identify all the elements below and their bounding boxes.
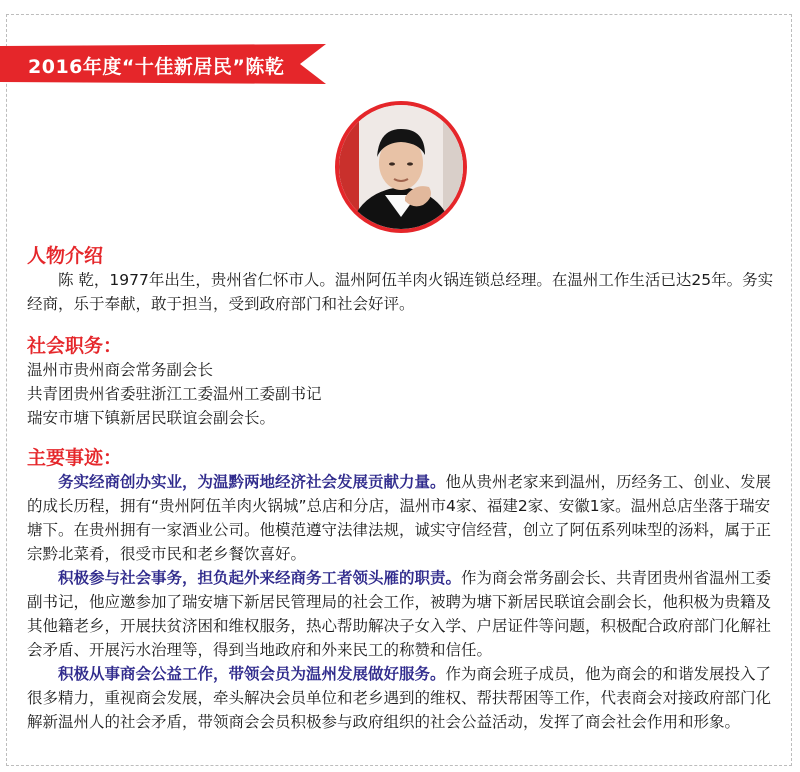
person-portrait-icon <box>339 105 463 229</box>
deed-body: 作为商会常务副会长、共青团贵州省温州工委副书记，他应邀参加了瑞安塘下新居民管理局的社会工作，被聘为塘下新居民联谊会副会长，他积极为贵籍及其他籍老乡，开展扶贫济困和维权服务，热心帮助解决子女入学、户居证件等问题，积极配合政府部门化解社会矛盾、开展污水治理等，得到当地政府和外来民工的称赞和信任。 <box>27 569 772 659</box>
profile-content <box>27 244 775 734</box>
deed-paragraph <box>27 566 775 662</box>
banner-title: 2016年度“十佳新居民”陈乾 <box>28 56 285 78</box>
deed-body: 作为商会班子成员，他为商会的和谐发展投入了很多精力，重视商会发展，牵头解决会员单位和老乡遇到的维权、帮扶帮困等工作，代表商会对接政府部门化解新温州人的社会矛盾，带领商会会员积极参与政府组织的社会公益活动，发挥了商会社会作用和形象。 <box>27 665 772 731</box>
title-banner <box>0 44 326 84</box>
portrait-photo <box>335 101 467 233</box>
intro-text: 陈 乾，1977年出生，贵州省仁怀市人。温州阿伍羊肉火锅连锁总经理。在温州工作生活已达25年。务实经商，乐于奉献，敢于担当，受到政府部门和社会好评。 <box>27 271 774 313</box>
deed-paragraph <box>27 470 775 566</box>
intro-heading: 人物介绍 <box>27 245 104 267</box>
role-item: 温州市贵州商会常务副会长 <box>27 361 214 379</box>
deeds-heading: 主要事迹： <box>27 447 123 469</box>
deed-highlight: 积极参与社会事务，担负起外来经商务工者领头雁的职责。 <box>58 569 462 587</box>
role-item: 共青团贵州省委驻浙江工委温州工委副书记 <box>27 385 322 403</box>
deed-highlight: 积极从事商会公益工作，带领会员为温州发展做好服务。 <box>58 665 446 683</box>
deed-body: 他从贵州老家来到温州，历经务工、创业、发展的成长历程，拥有“贵州阿伍羊肉火锅城”总店和分店，温州市4家、福建2家、安徽1家。温州总店坐落于瑞安塘下。在贵州拥有一家酒业公司。他模范遵守法律法规，诚实守信经营，创立了阿伍系列味型的汤料，属于正宗黔北菜肴，很受市民和老乡餐饮喜好。 <box>27 473 772 563</box>
role-item: 瑞安市塘下镇新居民联谊会副会长。 <box>27 409 276 427</box>
deed-highlight: 务实经商创办实业，为温黔两地经济社会发展贡献力量。 <box>58 473 446 491</box>
roles-heading: 社会职务： <box>27 335 123 357</box>
deed-paragraph <box>27 662 775 734</box>
